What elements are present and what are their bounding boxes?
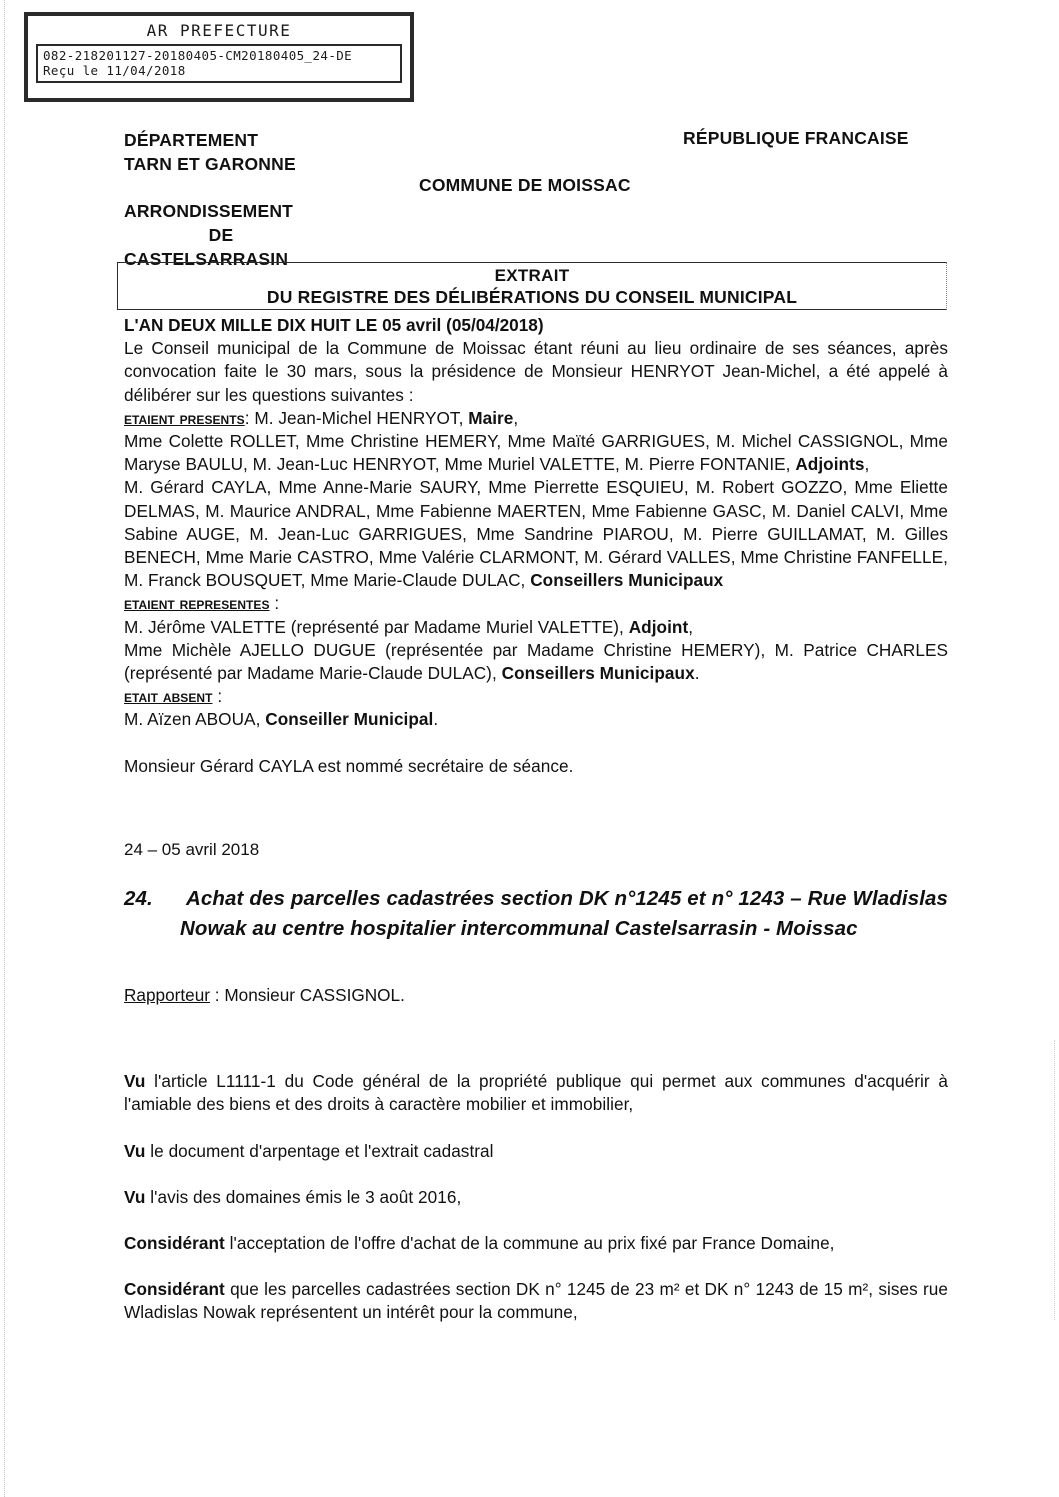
clause-text: l'acceptation de l'offre d'achat de la commune au prix fixé par France Domaine, [224,1233,835,1254]
republic-heading: RÉPUBLIQUE FRANCAISE [683,128,909,148]
document-body [124,314,948,1325]
absent-tail: . [433,709,439,730]
masthead [0,128,1059,269]
clause-text: l'avis des domaines émis le 3 août 2016, [145,1186,462,1207]
spacer [124,732,948,755]
presents-maire-text: M. Jean-Michel HENRYOT, [254,407,469,428]
clause-lead: Considérant [124,1279,225,1300]
absent-label: etait absent [124,686,213,707]
extrait-title-box [117,262,947,310]
clause-vu-2 [124,1140,948,1163]
conseillers-names: M. Gérard CAYLA, Mme Anne-Marie SAURY, Mme Pierrette ESQUIEU, M. Robert GOZZO, Mme Eliette DELMAS, M. Maurice ANDRAL, Mme Fabienne MAERTEN, Mme Fabienne GASC, M. Daniel CALVI, Mme Sabine AUGE, M. Jean-Luc GARRIGUES, Mme Sandrine PIAROU, M. Pierre GUILLAMAT, M. Gilles BENECH, Mme Marie CASTRO, Mme Valérie CLARMONT, M. Gérard VALLES, Mme Christine FANFELLE, M. Franck BOUSQUET, Mme Marie-Claude DULAC, [124,477,948,591]
spacer [124,778,948,838]
department-block [124,128,296,176]
represented-label-line [124,592,948,615]
department-label: DÉPARTEMENT [124,130,259,150]
clause-lead: Vu [124,1071,146,1092]
adjoints-tail: , [864,454,870,475]
adjoints-role: Adjoints [795,454,865,475]
stamp-reference-box [36,44,402,83]
represented-2-tail: . [694,663,700,684]
represented-1-tail: , [688,616,694,637]
clause-vu-3 [124,1186,948,1209]
spacer [124,944,948,967]
represented-line-2 [124,639,948,685]
session-convocation: Le Conseil municipal de la Commune de Moissac étant réuni au lieu ordinaire de ses séances, après convocation faite le 30 mars, sous la présidence de Monsieur HENRYOT Jean-Michel, a été appelé à délibérer sur les questions suivantes : [124,338,948,405]
spacer [124,1163,948,1186]
absent-line [124,708,948,731]
spacer [124,1117,948,1140]
presents-block [124,407,948,430]
rapporteur-line [124,984,948,1007]
presents-maire-tail: , [513,407,519,428]
secretary-line: Monsieur Gérard CAYLA est nommé secrétaire de séance. [124,755,574,776]
spacer [124,1024,948,1070]
represented-1-role: Adjoint [628,616,689,637]
presents-colon: : [244,407,255,428]
clause-lead: Vu [124,1186,146,1207]
absent-colon: : [212,686,223,707]
clause-text: le document d'arpentage et l'extrait cadastral [145,1140,494,1161]
clause-text: que les parcelles cadastrées section DK n° 1245 de 23 m² et DK n° 1243 de 15 m², sises rue Wladislas Nowak représentent un intérêt pour la commune, [124,1279,948,1323]
arrondissement-de: DE [208,225,234,245]
clause-text: l'article L1111-1 du Code général de la propriété publique qui permet aux communes d'acquérir à l'amiable des biens et des droits à caractère mobilier et immobilier, [124,1071,948,1115]
rapporteur-value: : Monsieur CASSIGNOL. [210,985,405,1006]
represented-label: etaient representes [124,593,270,614]
clause-lead: Vu [124,1140,146,1161]
extrait-line-1: EXTRAIT [494,266,570,285]
commune-heading: COMMUNE DE MOISSAC [419,175,631,195]
deliberation-datestamp: 24 – 05 avril 2018 [124,839,260,859]
absent-label-line [124,685,948,708]
absent-role: Conseiller Municipal [265,709,434,730]
represented-colon: : [269,593,280,614]
stamp-title: AR PREFECTURE [146,21,292,40]
deliberation-title [124,884,948,944]
adjoints-block [124,430,948,476]
deliberation-title-text: Achat des parcelles cadastrées section DK n°1245 et n° 1243 – Rue Wladislas Nowak au centre hospitalier intercommunal Castelsarrasin - Moissac [180,886,948,940]
department-name: TARN ET GARONNE [124,154,296,174]
adjoints-names: Mme Colette ROLLET, Mme Christine HEMERY, Mme Maïté GARRIGUES, M. Michel CASSIGNOL, Mme Maryse BAULU, M. Jean-Luc HENRYOT, Mme Muriel VALETTE, M. Pierre FONTANIE, [124,431,948,475]
ar-prefecture-stamp [24,12,414,102]
represented-2-text: Mme Michèle AJELLO DUGUE (représentée par Madame Christine HEMERY), M. Patrice CHARLES (représenté par Madame Marie-Claude DULAC), [124,639,948,684]
scan-artifact-right-edge [1054,1040,1056,1320]
spacer [124,1209,948,1232]
clause-lead: Considérant [124,1233,225,1254]
conseillers-block [124,476,948,592]
spacer [124,861,948,884]
deliberation-number: 24. [124,886,153,910]
stamp-reference: 082-218201127-20180405-CM20180405_24-DE [43,48,353,63]
arrondissement-name: CASTELSARRASIN [124,249,289,269]
arrondissement-label: ARRONDISSEMENT [124,201,294,221]
presents-maire-role: Maire [468,407,514,428]
presents-label: etaient presents [124,407,245,428]
rapporteur-label: Rapporteur [124,985,210,1006]
clause-considerant-2 [124,1278,948,1324]
session-heading: L'AN DEUX MILLE DIX HUIT LE 05 avril (05/04/2018) [124,315,544,335]
clause-vu-1 [124,1070,948,1116]
clause-considerant-1 [124,1232,948,1255]
represented-1-text: M. Jérôme VALETTE (représenté par Madame Muriel VALETTE), [124,616,629,637]
stamp-received-date: Reçu le 11/04/2018 [43,63,186,78]
conseillers-role: Conseillers Municipaux [530,570,724,591]
extrait-line-2: DU REGISTRE DES DÉLIBÉRATIONS DU CONSEIL MUNICIPAL [266,287,798,307]
represented-2-role: Conseillers Municipaux [501,663,695,684]
represented-line-1 [124,616,948,639]
absent-text: M. Aïzen ABOUA, [124,709,266,730]
arrondissement-block [124,199,318,271]
spacer [124,1255,948,1278]
